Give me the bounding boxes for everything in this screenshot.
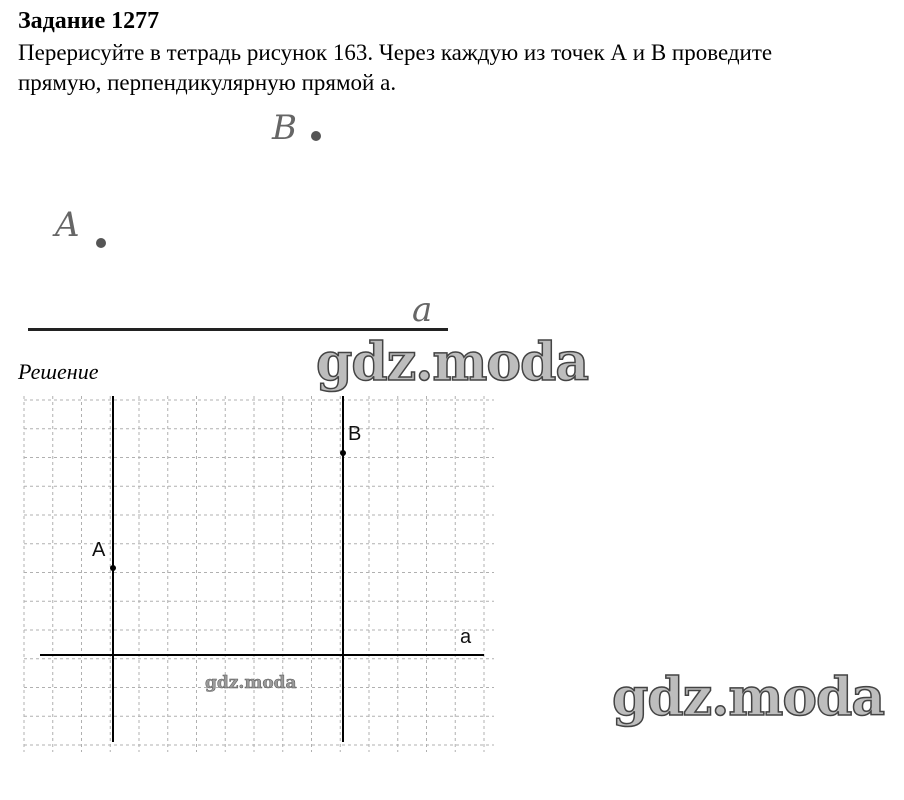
solution-line-a-label: a [460,626,472,648]
solution-point-b [340,450,346,456]
figure-point-b-label: B [272,108,297,148]
solution-point-b-label: B [348,423,362,445]
task-title: Задание 1277 [18,8,160,34]
task-text-line-2: прямую, перпендикулярную прямой a. [18,70,397,95]
watermark-grid: gdz.moda [205,673,297,693]
task-text-line-1: Перерисуйте в тетрадь рисунок 163. Через каждую из точек А и В проведите [18,40,773,65]
solution-heading: Решение [18,359,99,384]
figure-line-a-label: a [412,290,433,330]
solution-point-a-label: A [92,539,106,561]
solution-point-a [110,565,116,571]
watermark-top: gdz.moda [316,332,589,393]
figure-point-a-label: A [55,205,80,245]
watermark-bottom: gdz.moda [612,667,885,728]
grid-lines [24,396,494,752]
